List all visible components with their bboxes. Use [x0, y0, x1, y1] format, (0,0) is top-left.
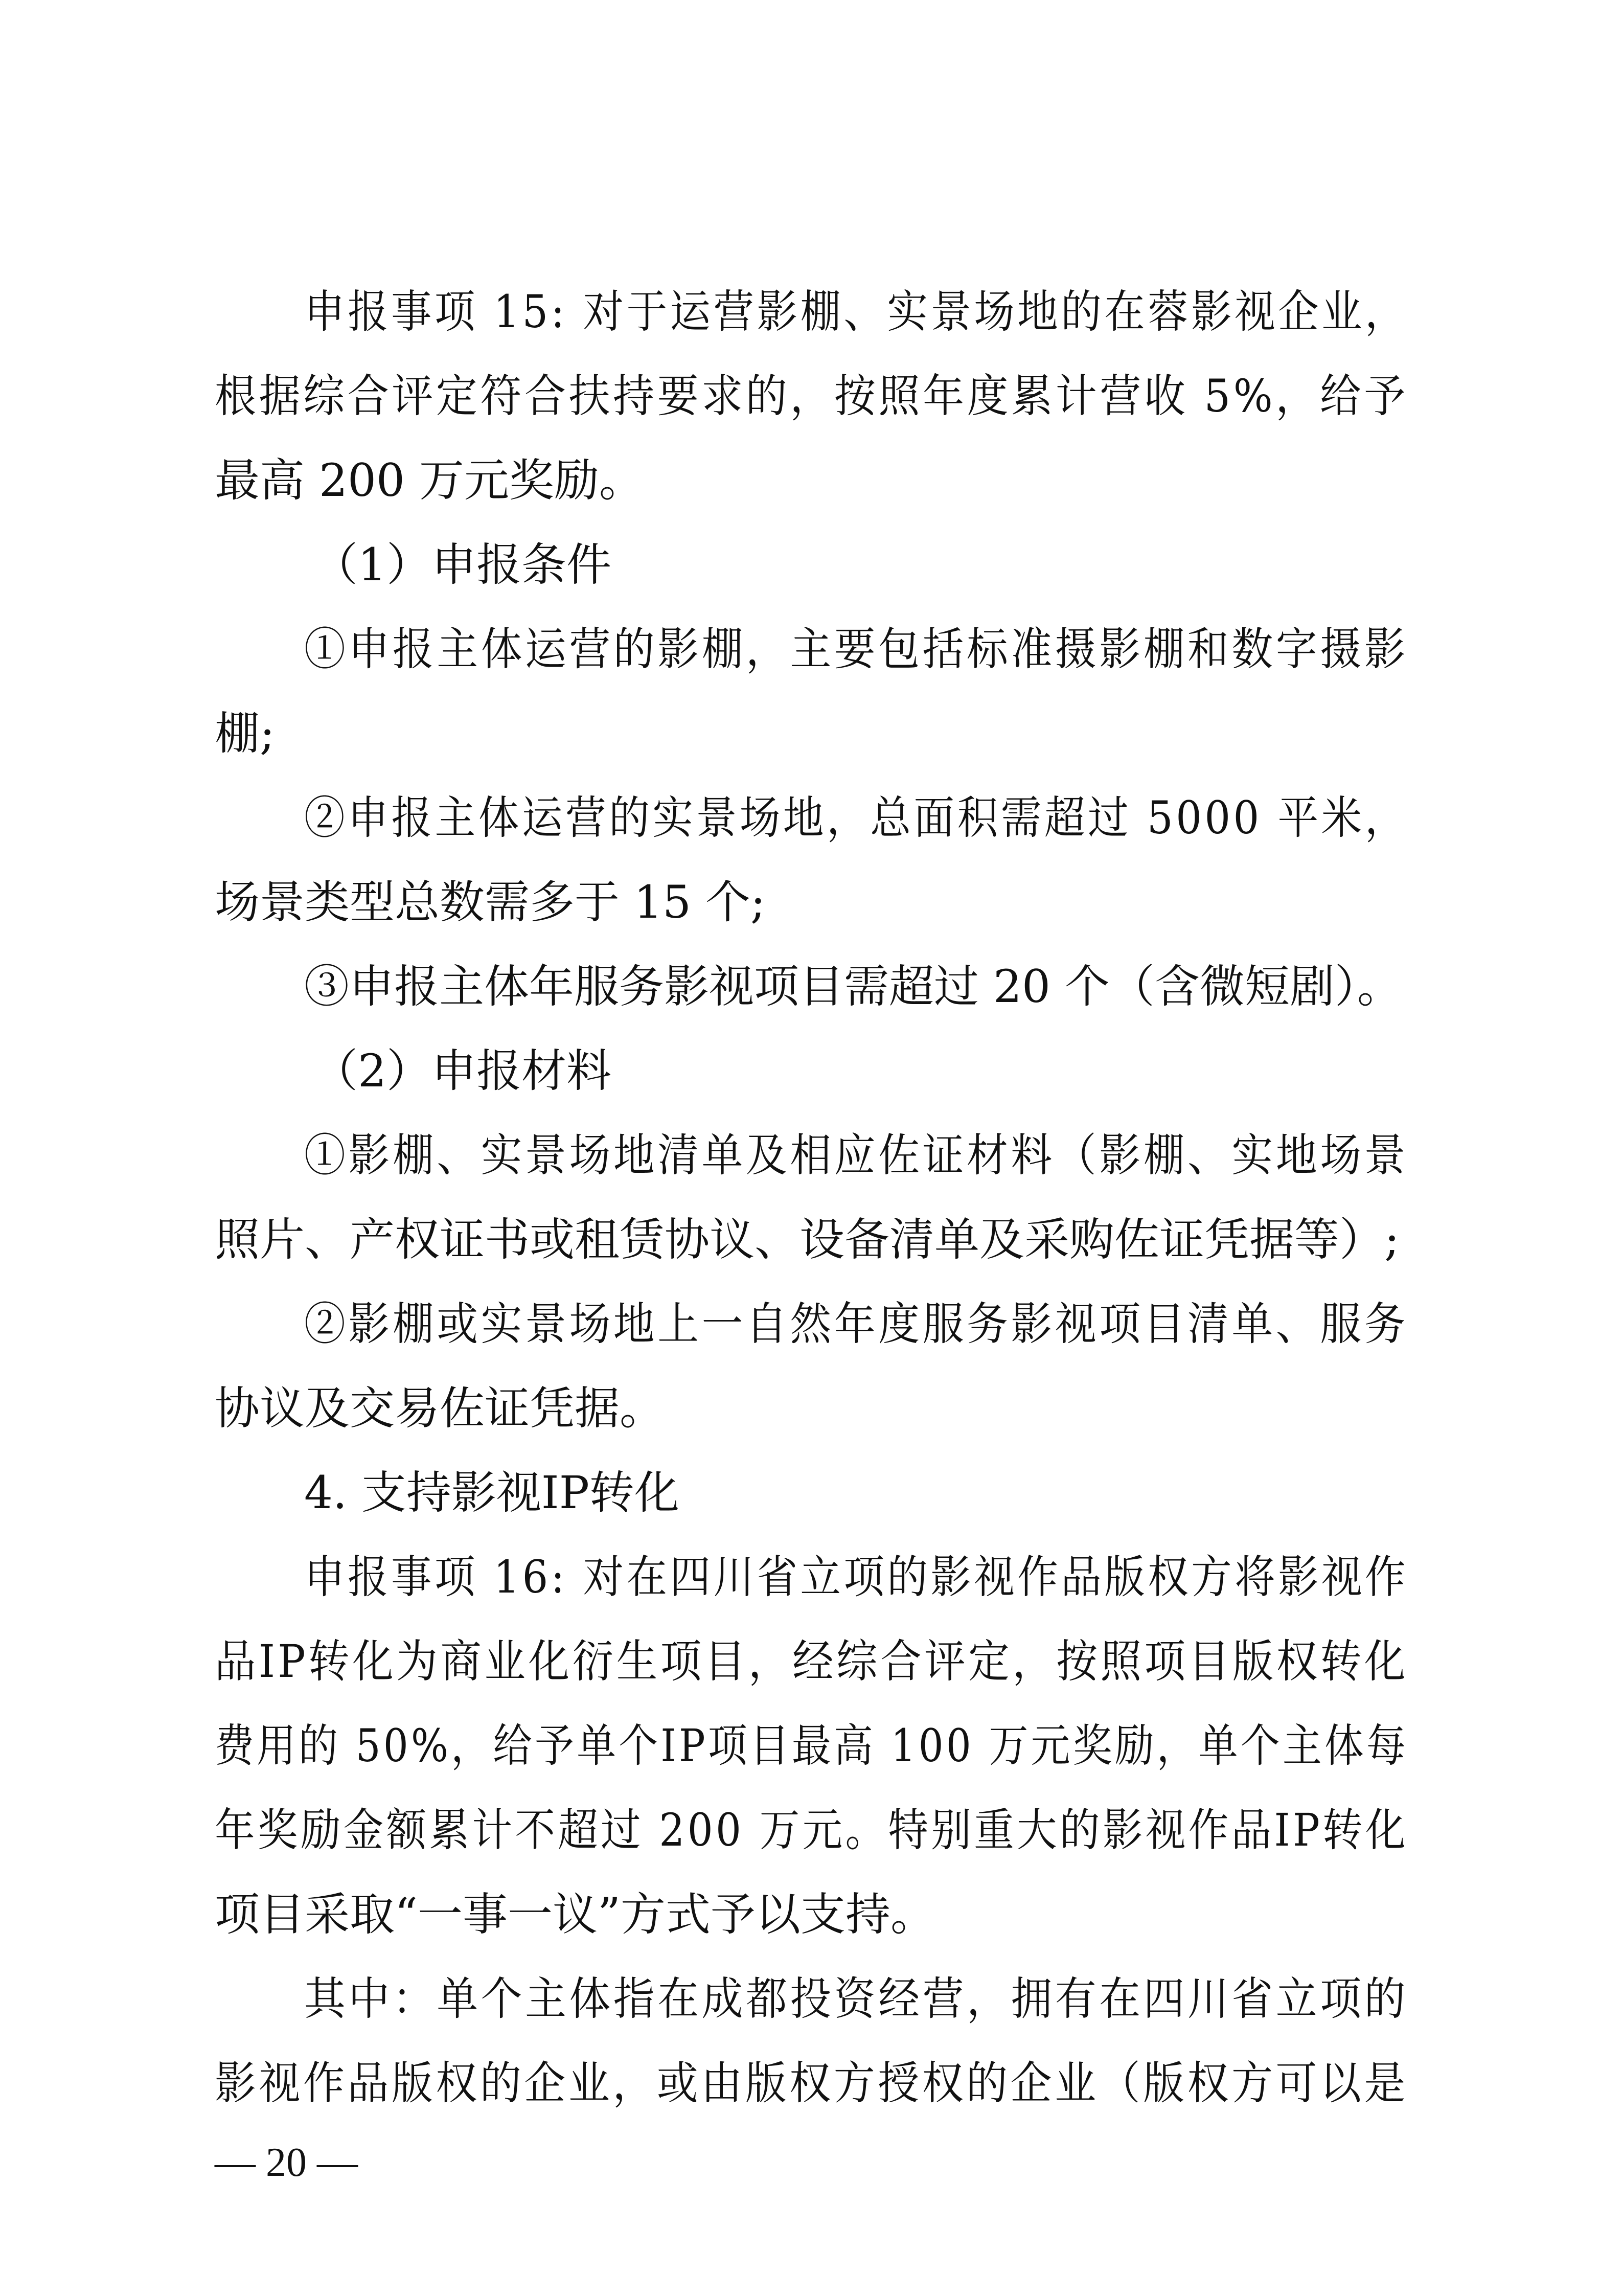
paragraph-text: 项目采取“一事一议”方式予以支持。 — [215, 1888, 935, 1941]
subheading-conditions: （1）申报条件 — [313, 538, 611, 591]
paragraph-text: 年奖励金额累计不超过 200 万元。特别重大的影视作品IP转化 — [215, 1804, 1408, 1856]
condition-1: ①申报主体运营的影棚，主要包括标准摄影棚和数字摄影 — [304, 623, 1408, 675]
paragraph-text: 场景类型总数需多于 15 个; — [215, 876, 766, 928]
paragraph-text: 费用的 50%，给予单个IP项目最高 100 万元奖励，单个主体每 — [215, 1719, 1408, 1772]
condition-3: ③申报主体年服务影视项目需超过 20 个（含微短剧）。 — [304, 960, 1402, 1013]
subheading-materials: （2）申报材料 — [313, 1044, 611, 1097]
paragraph-text: 棚; — [215, 707, 275, 760]
paragraph-text: 根据综合评定符合扶持要求的，按照年度累计营收 5%，给予 — [215, 370, 1408, 422]
paragraph-text: 照片、产权证书或租赁协议、设备清单及采购佐证凭据等）; — [215, 1213, 1400, 1266]
condition-2: ②申报主体运营的实景场地，总面积需超过 5000 平米， — [304, 791, 1408, 844]
paragraph-item-16-start: 申报事项 16: 对在四川省立项的影视作品版权方将影视作 — [304, 1551, 1408, 1603]
paragraph-text: 影视作品版权的企业，或由版权方授权的企业（版权方可以是 — [215, 2057, 1408, 2109]
paragraph-text: 最高 200 万元奖励。 — [215, 454, 644, 507]
paragraph-definition-start: 其中：单个主体指在成都投资经营，拥有在四川省立项的 — [304, 1972, 1408, 2025]
paragraph-text: 品IP转化为商业化衍生项目，经综合评定，按照项目版权转化 — [215, 1635, 1408, 1688]
paragraph-text: 协议及交易佐证凭据。 — [215, 1382, 665, 1435]
material-2: ②影棚或实景场地上一自然年度服务影视项目清单、服务 — [304, 1298, 1408, 1350]
material-1: ①影棚、实景场地清单及相应佐证材料（影棚、实地场景 — [304, 1129, 1408, 1181]
page-number: — 20 — — [215, 2140, 358, 2185]
paragraph-item-15-start: 申报事项 15: 对于运营影棚、实景场地的在蓉影视企业， — [304, 285, 1408, 338]
section-heading-ip: 4. 支持影视IP转化 — [304, 1466, 679, 1519]
